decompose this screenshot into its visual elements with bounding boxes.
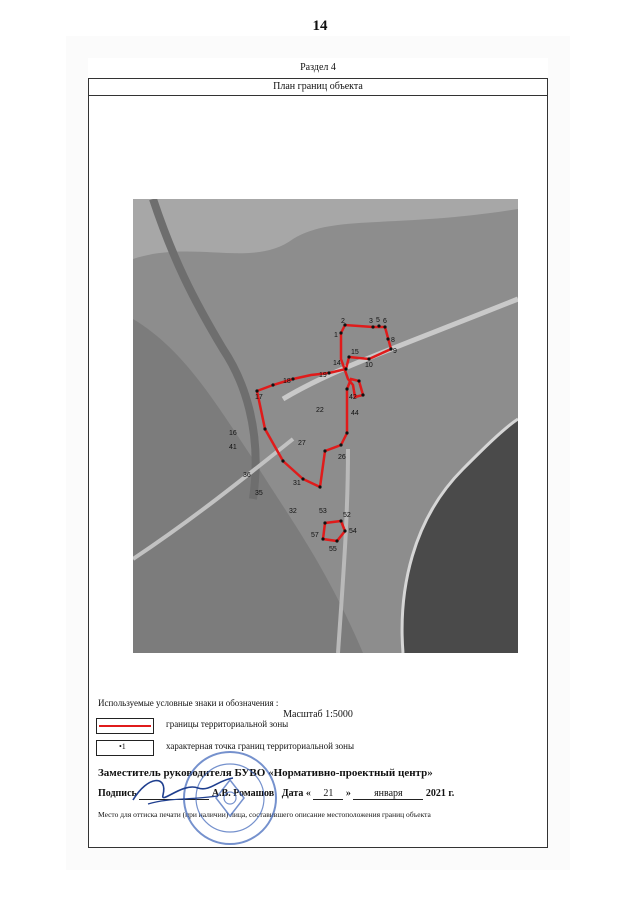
point-53 bbox=[343, 529, 346, 532]
legend-symbol-box bbox=[96, 740, 154, 756]
point-14 bbox=[344, 367, 347, 370]
point-17 bbox=[271, 383, 274, 386]
point-41 bbox=[263, 427, 266, 430]
point-label-57: 57 bbox=[311, 532, 319, 539]
page-number: 14 bbox=[312, 18, 328, 34]
point-label-52: 52 bbox=[343, 512, 351, 519]
signer-name: А.В. Ромашов bbox=[211, 788, 275, 799]
point-label-41: 41 bbox=[229, 444, 237, 451]
sign-label: Подпись bbox=[98, 788, 137, 799]
point-36 bbox=[281, 459, 284, 462]
point-label-1: 1 bbox=[334, 332, 338, 339]
point-8 bbox=[386, 337, 389, 340]
point-label-53: 53 bbox=[319, 508, 327, 515]
point-16 bbox=[255, 389, 258, 392]
date-label: Дата « bbox=[281, 788, 311, 799]
point-label-44: 44 bbox=[351, 410, 359, 417]
point-label-31: 31 bbox=[293, 480, 301, 487]
point-55 bbox=[335, 539, 338, 542]
red-line-icon bbox=[99, 725, 151, 727]
date-day-close: » bbox=[345, 788, 351, 799]
point-31 bbox=[323, 449, 326, 452]
point-label-18: 18 bbox=[283, 378, 291, 385]
stamp-note: Место для оттиска печати (при наличии) лица, составившего описание местоположения границ объекта bbox=[98, 810, 431, 819]
point-3 bbox=[371, 325, 374, 328]
point-32 bbox=[318, 485, 321, 488]
point-label-15: 15 bbox=[351, 349, 359, 356]
point-26 bbox=[345, 431, 348, 434]
point-label-16: 16 bbox=[229, 430, 237, 437]
point-42 bbox=[357, 379, 360, 382]
plan-title: План границ объекта bbox=[89, 79, 547, 96]
point-5 bbox=[377, 324, 380, 327]
point-label-8: 8 bbox=[391, 337, 395, 344]
point-label-55: 55 bbox=[329, 546, 337, 553]
point-label-36: 36 bbox=[243, 472, 251, 479]
point-label-19: 19 bbox=[319, 372, 327, 379]
point-label-35: 35 bbox=[255, 490, 263, 497]
aerial-map-svg bbox=[133, 199, 518, 653]
scale-label: Масштаб 1:5000 bbox=[283, 709, 353, 720]
point-marker-icon: •1 bbox=[119, 742, 126, 751]
point-label-27: 27 bbox=[298, 440, 306, 447]
date-year: 2021 г. bbox=[425, 788, 455, 799]
signer-title: Заместитель руководителя БУВО «Нормативно-проектный центр» bbox=[98, 767, 433, 779]
point-44 bbox=[361, 393, 364, 396]
point-19 bbox=[327, 371, 330, 374]
aerial-map bbox=[133, 199, 518, 653]
point-1 bbox=[339, 331, 342, 334]
legend-text: характерная точка границ территориальной зоны bbox=[166, 741, 355, 751]
section-label: Раздел 4 bbox=[300, 62, 336, 73]
legend-text: границы территориальной зоны bbox=[166, 719, 289, 729]
point-10 bbox=[367, 357, 370, 360]
point-label-32: 32 bbox=[289, 508, 297, 515]
legend-title: Используемые условные знаки и обозначения : bbox=[98, 698, 279, 708]
point-label-22: 22 bbox=[316, 407, 324, 414]
point-34 bbox=[301, 477, 304, 480]
point-label-10: 10 bbox=[365, 362, 373, 369]
point-57 bbox=[321, 537, 324, 540]
point-label-5: 5 bbox=[376, 317, 380, 324]
date-day: 21 bbox=[313, 788, 343, 800]
point-18 bbox=[291, 377, 294, 380]
point-51 bbox=[339, 519, 342, 522]
point-label-14: 14 bbox=[333, 360, 341, 367]
point-label-26: 26 bbox=[338, 454, 346, 461]
point-22 bbox=[345, 387, 348, 390]
point-label-2: 2 bbox=[341, 318, 345, 325]
point-label-54: 54 bbox=[349, 528, 357, 535]
point-label-3: 3 bbox=[369, 318, 373, 325]
date-month: января bbox=[353, 788, 423, 800]
point-50 bbox=[323, 521, 326, 524]
legend-symbol-box bbox=[96, 718, 154, 734]
plan-frame bbox=[88, 78, 548, 848]
point-label-42: 42 bbox=[349, 394, 357, 401]
handwritten-signature-icon bbox=[128, 770, 238, 810]
point-label-9: 9 bbox=[393, 348, 397, 355]
document-sheet bbox=[88, 58, 548, 848]
point-27 bbox=[339, 443, 342, 446]
point-label-6: 6 bbox=[383, 318, 387, 325]
point-label-17: 17 bbox=[255, 394, 263, 401]
point-6 bbox=[383, 325, 386, 328]
